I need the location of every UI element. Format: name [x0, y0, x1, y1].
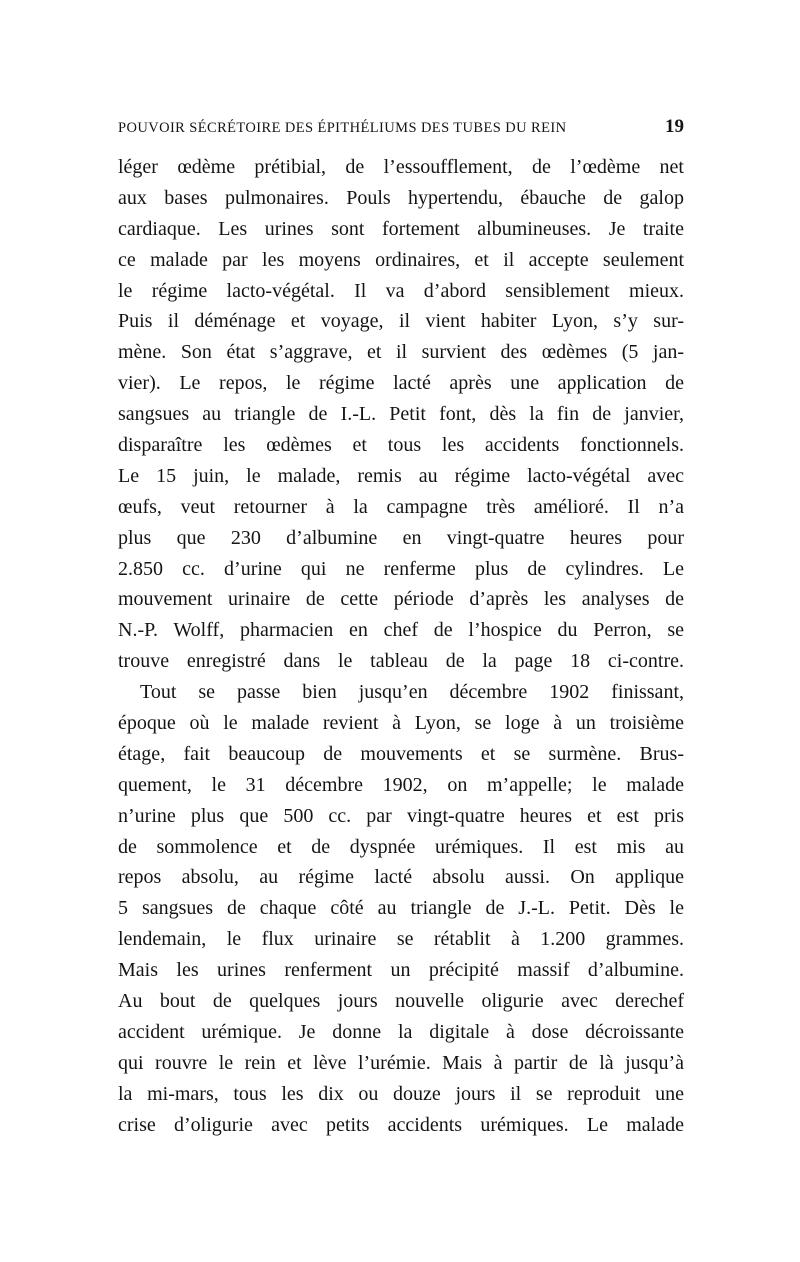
text-line: vier). Le repos, le régime lacté après une application de: [118, 372, 684, 395]
running-header: [118, 116, 684, 140]
text-line: Mais les urines renferment un précipité massif d’albumine.: [118, 959, 684, 982]
text-line: plus que 230 d’albumine en vingt-quatre heures pour: [118, 526, 684, 549]
text-line: le régime lacto-végétal. Il va d’abord sensiblement mieux.: [118, 279, 684, 302]
text-line: n’urine plus que 500 cc. par vingt-quatre heures et est pris: [118, 804, 684, 827]
text-line: mène. Son état s’aggrave, et il survient des œdèmes (5 jan-: [118, 341, 684, 364]
text-line: quement, le 31 décembre 1902, on m’appelle; le malade: [118, 773, 684, 796]
text-line: qui rouvre le rein et lève l’urémie. Mais à partir de là jusqu’à: [118, 1051, 684, 1074]
text-line: disparaître les œdèmes et tous les accidents fonctionnels.: [118, 434, 684, 457]
text-line: léger œdème prétibial, de l’essoufflement, de l’œdème net: [118, 156, 684, 178]
text-line: Le 15 juin, le malade, remis au régime lacto-végétal avec: [118, 464, 684, 487]
paragraph-start-line: Tout se passe bien jusqu’en décembre 1902 finissant,: [140, 681, 684, 704]
text-line: crise d’oligurie avec petits accidents urémiques. Le malade: [118, 1113, 684, 1136]
text-line: N.-P. Wolff, pharmacien en chef de l’hospice du Perron, se: [118, 619, 684, 642]
text-line: mouvement urinaire de cette période d’après les analyses de: [118, 588, 684, 611]
text-line: œufs, veut retourner à la campagne très amélioré. Il n’a: [118, 495, 684, 518]
text-line: sangsues au triangle de I.-L. Petit font, dès la fin de janvier,: [118, 403, 684, 426]
text-line: lendemain, le flux urinaire se rétablit à 1.200 grammes.: [118, 928, 684, 951]
text-line: 2.850 cc. d’urine qui ne renferme plus de cylindres. Le: [118, 557, 684, 580]
text-line: cardiaque. Les urines sont fortement albumineuses. Je traite: [118, 217, 684, 240]
text-line: aux bases pulmonaires. Pouls hypertendu, ébauche de galop: [118, 186, 684, 209]
page-number: 19: [665, 116, 684, 137]
text-line: ce malade par les moyens ordinaires, et il accepte seulement: [118, 248, 684, 271]
body-text: [118, 152, 684, 1141]
text-line: époque où le malade revient à Lyon, se loge à un troisième: [118, 712, 684, 735]
running-title: POUVOIR SÉCRÉTOIRE DES ÉPITHÉLIUMS DES TUBES DU REIN: [118, 120, 567, 136]
text-line: repos absolu, au régime lacté absolu aussi. On applique: [118, 866, 684, 889]
text-line: de sommolence et de dyspnée urémiques. Il est mis au: [118, 835, 684, 858]
text-line: Puis il déménage et voyage, il vient habiter Lyon, s’y sur-: [118, 310, 684, 333]
text-line: Au bout de quelques jours nouvelle oligurie avec derechef: [118, 990, 684, 1013]
text-line: accident urémique. Je donne la digitale à dose décroissante: [118, 1020, 684, 1043]
text-line: la mi-mars, tous les dix ou douze jours il se reproduit une: [118, 1082, 684, 1105]
text-line: 5 sangsues de chaque côté au triangle de J.-L. Petit. Dès le: [118, 897, 684, 920]
text-line: trouve enregistré dans le tableau de la page 18 ci-contre.: [118, 650, 684, 673]
text-line: étage, fait beaucoup de mouvements et se surmène. Brus-: [118, 742, 684, 765]
